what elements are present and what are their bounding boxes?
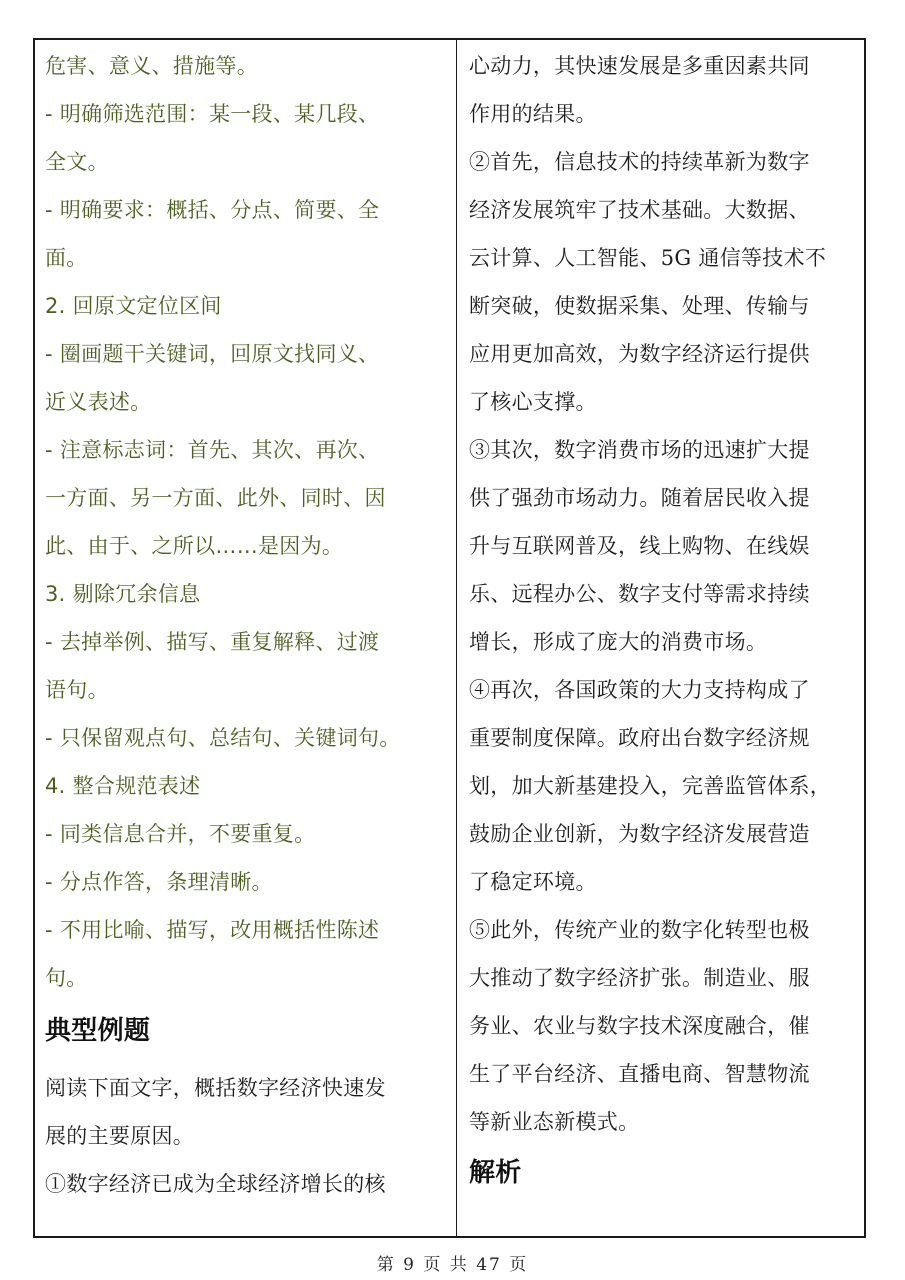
text-line: 务业、农业与数字技术深度融合，催: [469, 1014, 810, 1038]
column-divider: [456, 40, 457, 1236]
text-line: - 明确筛选范围：某一段、某几段、: [45, 102, 380, 126]
page-footer: 第 9 页 共 47 页: [376, 1255, 529, 1275]
text-line: 重要制度保障。政府出台数字经济规: [469, 726, 810, 750]
text-line: 一方面、另一方面、此外、同时、因: [45, 486, 386, 510]
section-heading: 典型例题: [45, 1016, 151, 1046]
text-line: 应用更加高效，为数字经济运行提供: [469, 342, 810, 366]
text-line: 升与互联网普及，线上购物、在线娱: [469, 534, 810, 558]
text-line: ④再次，各国政策的大力支持构成了: [469, 678, 810, 702]
text-line: - 圈画题干关键词，回原文找同义、: [45, 342, 380, 366]
text-line: 句。: [45, 966, 88, 990]
text-line: 2. 回原文定位区间: [45, 294, 222, 318]
text-line: 乐、远程办公、数字支付等需求持续: [469, 582, 810, 606]
text-line: - 只保留观点句、总结句、关键词句。: [45, 726, 401, 750]
text-line: 全文。: [45, 150, 109, 174]
text-line: 断突破，使数据采集、处理、传输与: [469, 294, 810, 318]
text-line: 此、由于、之所以……是因为。: [45, 534, 344, 558]
text-line: 生了平台经济、直播电商、智慧物流: [469, 1062, 810, 1086]
text-line: - 去掉举例、描写、重复解释、过渡: [45, 630, 380, 654]
section-heading: 解析: [469, 1158, 522, 1188]
text-line: 等新业态新模式。: [469, 1110, 640, 1134]
text-line: 经济发展筑牢了技术基础。大数据、: [469, 198, 810, 222]
text-line: ③其次，数字消费市场的迅速扩大提: [469, 438, 810, 462]
text-line: 云计算、人工智能、5G 通信等技术不: [469, 246, 827, 270]
text-line: 危害、意义、措施等。: [45, 54, 258, 78]
page-frame: [33, 38, 866, 1238]
text-line: - 分点作答，条理清晰。: [45, 870, 273, 894]
text-line: 展的主要原因。: [45, 1124, 195, 1148]
text-line: ②首先，信息技术的持续革新为数字: [469, 150, 810, 174]
left-column: [45, 40, 445, 1236]
right-column: [469, 40, 865, 1236]
text-line: ①数字经济已成为全球经济增长的核: [45, 1172, 386, 1196]
text-line: 鼓励企业创新，为数字经济发展营造: [469, 822, 810, 846]
text-line: - 不用比喻、描写，改用概括性陈述: [45, 918, 380, 942]
text-line: 语句。: [45, 678, 109, 702]
text-line: ⑤此外，传统产业的数字化转型也极: [469, 918, 810, 942]
text-line: 作用的结果。: [469, 102, 597, 126]
text-line: - 同类信息合并，不要重复。: [45, 822, 316, 846]
text-line: 供了强劲市场动力。随着居民收入提: [469, 486, 810, 510]
text-line: 4. 整合规范表述: [45, 774, 201, 798]
text-line: 3. 剔除冗余信息: [45, 582, 201, 606]
text-line: 心动力，其快速发展是多重因素共同: [469, 54, 810, 78]
text-line: - 注意标志词：首先、其次、再次、: [45, 438, 380, 462]
text-line: 了核心支撑。: [469, 390, 597, 414]
text-line: 近义表述。: [45, 390, 152, 414]
text-line: 面。: [45, 246, 88, 270]
text-line: 大推动了数字经济扩张。制造业、服: [469, 966, 810, 990]
text-line: 阅读下面文字，概括数字经济快速发: [45, 1076, 386, 1100]
text-line: 增长，形成了庞大的消费市场。: [469, 630, 768, 654]
text-line: 了稳定环境。: [469, 870, 597, 894]
text-line: - 明确要求：概括、分点、简要、全: [45, 198, 380, 222]
text-line: 划，加大新基建投入，完善监管体系，: [469, 774, 832, 798]
